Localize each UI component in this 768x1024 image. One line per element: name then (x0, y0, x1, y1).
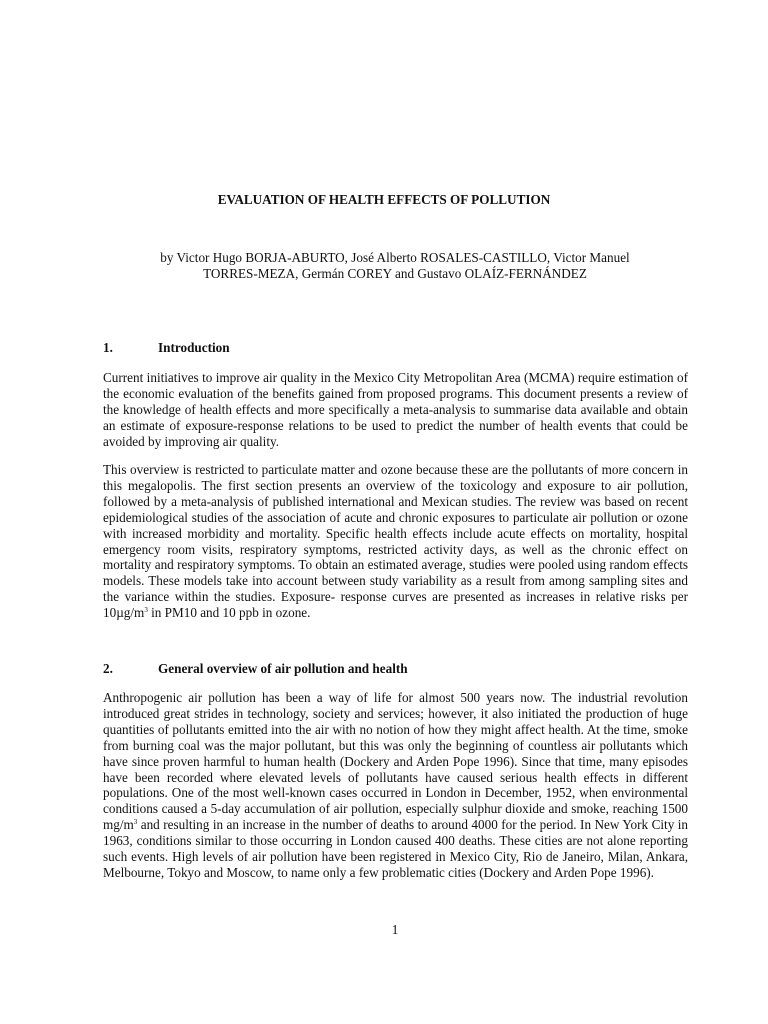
section-2-title: General overview of air pollution and health (158, 661, 408, 676)
intro-paragraph-2 (103, 462, 688, 621)
author-line-2: TORRES-MEZA, Germán COREY and Gustavo OLAÍZ-FERNÁNDEZ (203, 266, 587, 281)
intro-paragraph-1-text: Current initiatives to improve air quality in the Mexico City Metropolitan Area (MCMA) require estimation of the economic evaluation of the benefits gained from proposed programs. This document presents a review of the knowledge of health effects and more specifically a meta-analysis to summarise data available and obtain an estimate of exposure-response relations to be used to predict the number of health events that could be avoided by improving air quality. (103, 370, 688, 449)
author-line-1: by Victor Hugo BORJA-ABURTO, José Alberto ROSALES-CASTILLO, Victor Manuel (160, 250, 630, 265)
intro-paragraph-1 (103, 370, 688, 450)
author-list (100, 250, 690, 282)
section-2-heading (103, 660, 688, 677)
page-number: 1 (391, 922, 399, 937)
intro-paragraph-2-superscript: 3 (144, 606, 148, 615)
document-title: EVALUATION OF HEALTH EFFECTS OF POLLUTION (217, 192, 551, 207)
overview-paragraph-1-text-after: and resulting in an increase in the number of deaths to around 4000 for the period. In New York City in 1963, conditions similar to those occurring in London caused 400 deaths. These cities are not alone reporting such events. High levels of air pollution have been registered in Mexico City, Rio de Janeiro, Milan, Ankara, Melbourne, Tokyo and Moscow, to name only a few problematic cities (Dockery and Arden Pope 1996). (103, 817, 688, 880)
section-1-heading (103, 339, 688, 356)
section-1-number: 1. (103, 340, 113, 355)
overview-paragraph-1 (103, 690, 688, 881)
intro-paragraph-2-text-before: This overview is restricted to particulate matter and ozone because these are the pollutants of more concern in this megalopolis. The first section presents an overview of the toxicology and exposure to air pollution, followed by a meta-analysis of published international and Mexican studies. The review was based on recent epidemiological studies of the association of acute and chronic exposures to particulate air pollution or ozone with increased morbidity and mortality. Specific health effects include acute effects on mortality, hospital emergency room visits, respiratory symptoms, restricted activity days, as well as the chronic effect on mortality and respiratory symptoms. To obtain an estimated average, studies were pooled using random effects models. These models take into account between study variability as a result from among sampling sites and the variance within the studies. Exposure- response curves are presented as increases in relative risks per 10µg/m (103, 462, 688, 621)
section-2-number: 2. (103, 661, 113, 676)
overview-paragraph-1-superscript: 3 (133, 818, 138, 827)
overview-paragraph-1-text-before: Anthropogenic air pollution has been a way of life for almost 500 years now. The industrial revolution introduced great strides in technology, society and services; however, it also initiated the production of huge quantities of pollutants emitted into the air with no notion of how they might affect health. At the time, smoke from burning coal was the major pollutant, but this was only the beginning of countless air pollutants which have since proven harmful to human health (Dockery and Arden Pope 1996). Since that time, many episodes have been recorded where elevated levels of pollutants have caused serious health effects in different populations. One of the most well-known cases occurred in London in December, 1952, when environmental conditions caused a 5-day accumulation of air pollution, especially sulphur dioxide and smoke, reaching 1500 mg/m (103, 690, 688, 833)
intro-paragraph-2-text-after: in PM10 and 10 ppb in ozone. (147, 605, 311, 621)
section-1-title: Introduction (158, 340, 230, 355)
